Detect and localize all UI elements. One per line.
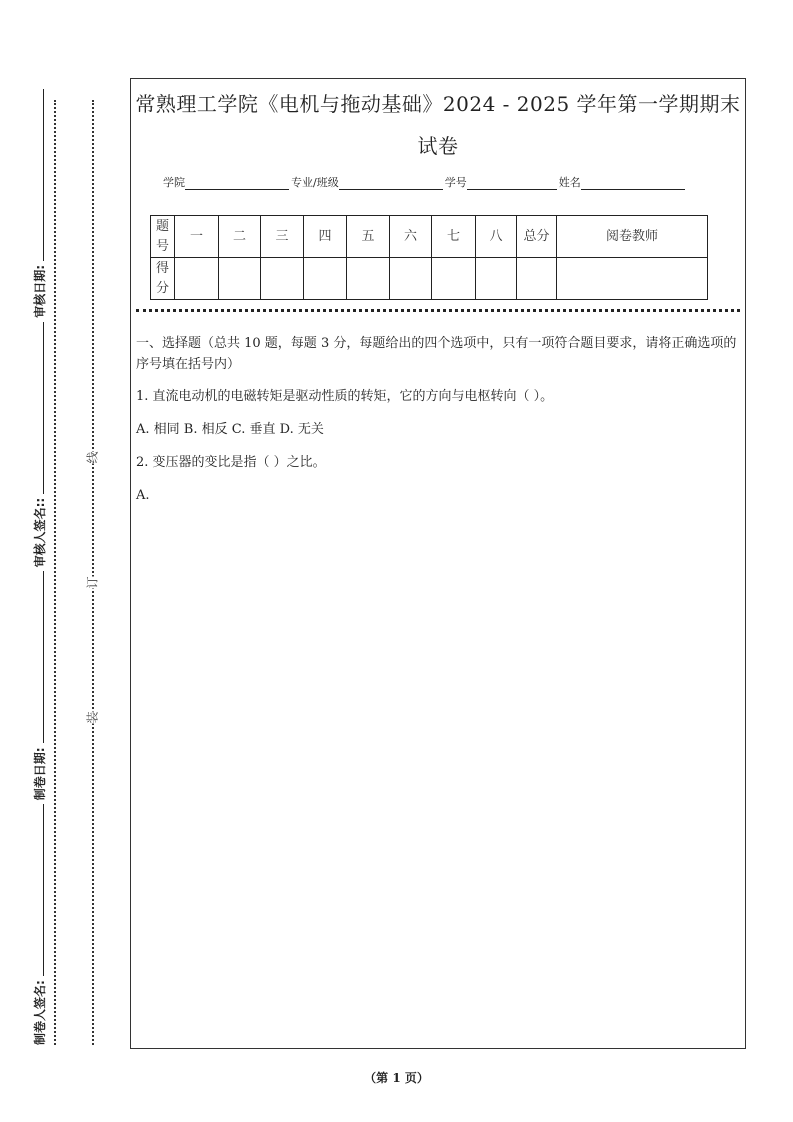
exam-title: 常熟理工学院《电机与拖动基础》2024 - 2025 学年第一学期期末 (135, 92, 741, 116)
score-cell[interactable] (557, 258, 708, 300)
student-id-field[interactable] (467, 177, 557, 190)
score-cell[interactable] (390, 258, 432, 300)
score-cell[interactable] (219, 258, 261, 300)
score-cell[interactable] (432, 258, 476, 300)
college-label: 学院 (163, 176, 185, 189)
make-date-label: 制卷日期: (33, 747, 47, 801)
binding-mark-xian: 线 (82, 451, 103, 463)
name-field[interactable] (581, 177, 685, 190)
dotted-separator (136, 309, 740, 312)
question-1: 1. 直流电动机的电磁转矩是驱动性质的转矩，它的方向与电枢转向（ ）。 (136, 389, 554, 404)
binding-mark-ding: 订 (82, 576, 103, 588)
maker-sign-label: 制卷人签名: (33, 980, 47, 1045)
column-header: 三 (261, 216, 304, 258)
reviewer-sign-label: 审核人签名:: (33, 497, 47, 568)
college-field[interactable] (185, 177, 289, 190)
reviewer-sign-line (43, 322, 44, 494)
table-row (151, 216, 708, 258)
name-label: 姓名 (558, 176, 581, 189)
column-header: 四 (304, 216, 347, 258)
score-cell[interactable] (261, 258, 304, 300)
major-class-label: 专业/班级 (291, 176, 339, 189)
score-table (150, 215, 708, 300)
make-date-line (43, 571, 44, 743)
column-header: 七 (432, 216, 476, 258)
score-cell[interactable] (476, 258, 517, 300)
side-signature-strip (28, 85, 48, 1045)
page-number: （第 1 页） (364, 1071, 429, 1085)
column-header: 阅卷教师 (557, 216, 708, 258)
binding-dotted-line-inner (92, 100, 94, 1045)
row-header: 得分 (151, 258, 175, 300)
review-date-line (43, 89, 44, 261)
student-id-label: 学号 (444, 176, 467, 189)
question-1-options: A. 相同 B. 相反 C. 垂直 D. 无关 (136, 422, 324, 437)
score-cell[interactable] (517, 258, 557, 300)
review-date-label: 审核日期: (33, 265, 47, 318)
table-row (151, 258, 708, 300)
column-header: 二 (219, 216, 261, 258)
exam-title-line2: 试卷 (417, 134, 459, 158)
column-header: 五 (347, 216, 390, 258)
section-instructions: 一、选择题（总共 10 题，每题 3 分，每题给出的四个选项中，只有一项符合题目要求，请将正确选项的序号填在括号内） (136, 336, 737, 372)
maker-sign-line (43, 804, 44, 976)
score-cell[interactable] (304, 258, 347, 300)
column-header: 八 (476, 216, 517, 258)
score-cell[interactable] (175, 258, 219, 300)
column-header: 一 (175, 216, 219, 258)
major-class-field[interactable] (339, 177, 443, 190)
column-header: 六 (390, 216, 432, 258)
column-header: 总分 (517, 216, 557, 258)
student-info-fields (163, 174, 687, 190)
score-cell[interactable] (347, 258, 390, 300)
binding-dotted-line-outer (54, 100, 56, 1045)
row-header: 题号 (151, 216, 175, 258)
question-2: 2. 变压器的变比是指（ ）之比。 (136, 455, 326, 470)
question-2-options: A. (136, 488, 150, 503)
binding-mark-zhuang: 装 (82, 711, 103, 723)
